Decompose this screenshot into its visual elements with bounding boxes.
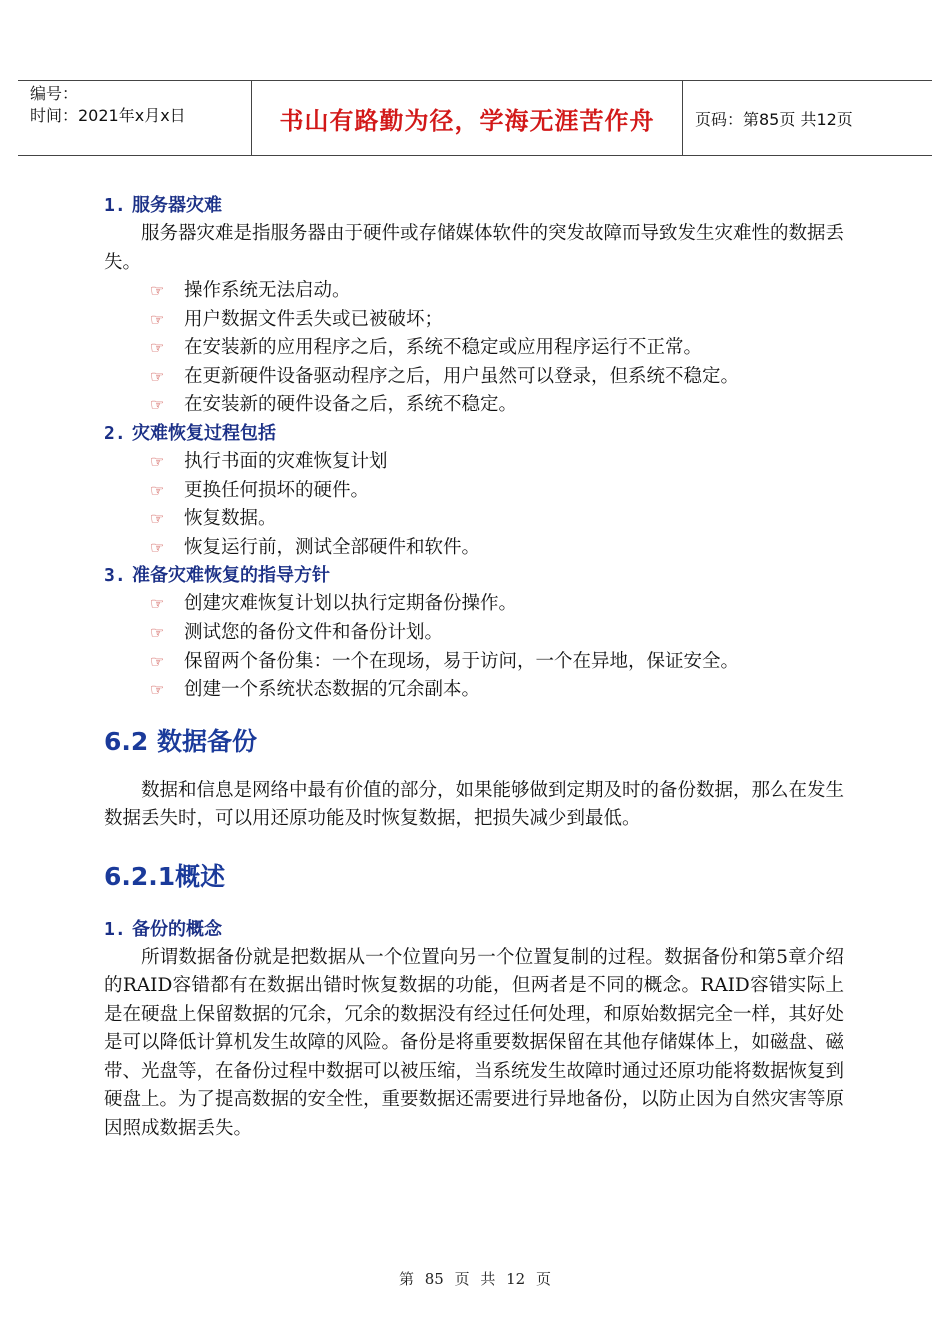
hand-pointer-icon: ☞ (150, 366, 165, 386)
list-item: ☞ 恢复运行前，测试全部硬件和软件。 (104, 534, 844, 563)
paragraph: 服务器灾难是指服务器由于硬件或存储媒体软件的突发故障而导致发生灾难性的数据丢失。 (104, 223, 845, 273)
list-item: ☞ 创建灾难恢复计划以执行定期备份操作。 (104, 590, 844, 619)
list-item: ☞ 用户数据文件丢失或已被破坏； (104, 306, 844, 335)
section-heading: 3. 准备灾难恢复的指导方针 (104, 565, 330, 587)
list-item: ☞ 恢复数据。 (104, 505, 844, 534)
hand-pointer-icon: ☞ (150, 680, 165, 700)
paragraph: 数据和信息是网络中最有价值的部分，如果能够做到定期及时的备份数据，那么在发生数据丢失时，可以用还原功能及时恢复数据，把损失减少到最低。 (104, 779, 845, 830)
list-item: ☞ 测试您的备份文件和备份计划。 (104, 619, 844, 648)
hand-pointer-icon: ☞ (150, 651, 165, 671)
hand-pointer-icon: ☞ (150, 537, 165, 557)
header-meta (18, 81, 252, 155)
list-item: ☞ 执行书面的灾难恢复计划 (104, 448, 844, 477)
list-item: ☞ 创建一个系统状态数据的冗余副本。 (104, 676, 844, 705)
heading-6-2-1: 6.2.1概述 (104, 861, 226, 891)
header-code: 编号： (30, 84, 79, 103)
hand-pointer-icon: ☞ (150, 281, 165, 300)
document-body (104, 192, 844, 1143)
hand-pointer-icon: ☞ (150, 338, 165, 358)
hand-pointer-icon: ☞ (150, 451, 165, 471)
hand-pointer-icon: ☞ (150, 509, 165, 529)
header-time: 时间：2021年x月x日 (30, 106, 186, 125)
paragraph: 所谓数据备份就是把数据从一个位置向另一个位置复制的过程。数据备份和第5章介绍的RAID容错都有在数据出错时恢复数据的功能，但两者是不同的概念。RAID容错实际上是在硬盘上保留数据的冗余，冗余的数据没有经过任何处理，和原始数据完全一样，其好处是可以降低计算机发生故障的风险。备份是将重要数据保留在其他存储媒体上，如磁盘、磁带、光盘等，在备份过程中数据可以被压缩，当系统发生故障时通过还原功能将数据恢复到硬盘上。为了提高数据的安全性，重要数据还需要进行异地备份，以防止因为自然灾害等原因照成数据丢失。 (104, 946, 845, 1139)
list-item: ☞ 在更新硬件设备驱动程序之后，用户虽然可以登录，但系统不稳定。 (104, 363, 844, 392)
heading-6-2: 6.2 数据备份 (104, 726, 257, 756)
section-heading: 2. 灾难恢复过程包括 (104, 422, 276, 444)
hand-pointer-icon: ☞ (150, 622, 165, 642)
hand-pointer-icon: ☞ (150, 309, 165, 329)
list-item: ☞ 操作系统无法启动。 (104, 277, 844, 306)
hand-pointer-icon: ☞ (150, 480, 165, 500)
page-footer: 第 85 页 共 12 页 (398, 1270, 551, 1288)
header-motto: 书山有路勤为径，学海无涯苦作舟 (279, 105, 655, 135)
hand-pointer-icon: ☞ (150, 594, 165, 614)
header-page-info: 页码：第85页 共12页 (695, 109, 853, 129)
section-heading: 1. 备份的概念 (104, 918, 222, 940)
page-header (18, 80, 932, 156)
list-item: ☞ 更换任何损坏的硬件。 (104, 477, 844, 506)
list-item: ☞ 保留两个备份集：一个在现场，易于访问，一个在异地，保证安全。 (104, 648, 844, 677)
section-heading: 1. 服务器灾难 (104, 195, 222, 216)
header-motto-cell (252, 81, 683, 155)
list-item: ☞ 在安装新的应用程序之后，系统不稳定或应用程序运行不正常。 (104, 334, 844, 363)
hand-pointer-icon: ☞ (150, 395, 165, 415)
list-item: ☞ 在安装新的硬件设备之后，系统不稳定。 (104, 391, 844, 420)
